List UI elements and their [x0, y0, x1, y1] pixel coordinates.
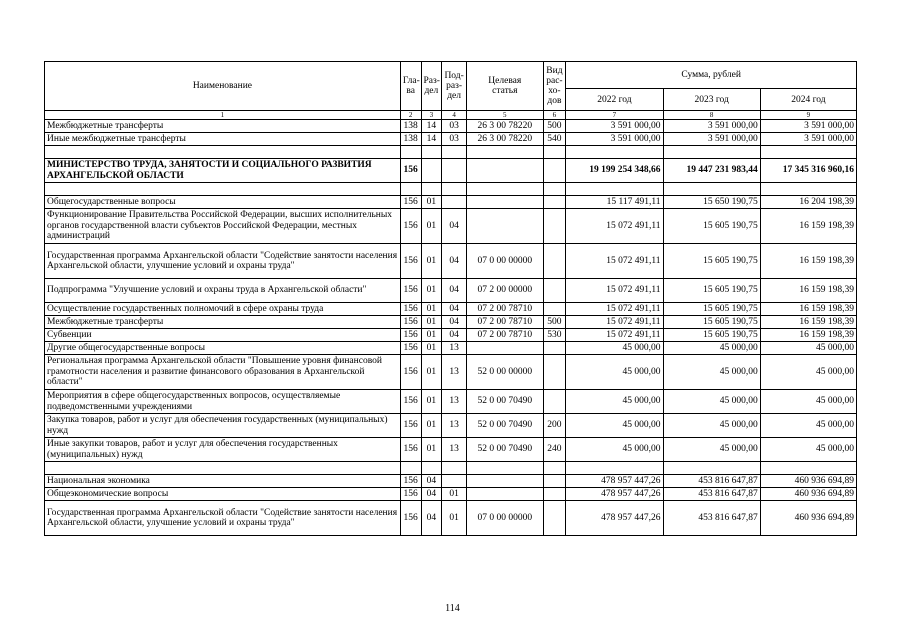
column-number-cell: 7 — [566, 111, 663, 120]
row-sum-2022: 3 591 000,00 — [566, 133, 663, 146]
row-sum-2023 — [663, 462, 760, 475]
row-expense-type — [543, 303, 566, 316]
row-sum-2024: 16 204 198,39 — [760, 196, 856, 209]
row-name: Закупка товаров, работ и услуг для обеспечения государственных (муниципальных) нужд — [45, 414, 401, 438]
row-glava: 156 — [400, 390, 421, 414]
row-sum-2023: 3 591 000,00 — [663, 120, 760, 133]
row-sum-2022 — [566, 146, 663, 159]
row-sum-2023: 3 591 000,00 — [663, 133, 760, 146]
row-podrazdel — [442, 146, 467, 159]
row-sum-2024: 16 159 198,39 — [760, 303, 856, 316]
row-expense-type — [543, 279, 566, 303]
row-sum-2022: 45 000,00 — [566, 342, 663, 355]
row-name: Функционирование Правительства Российской Федерации, высших исполнительных органов государственной власти субъектов Российской Федерации, местных администраций — [45, 209, 401, 244]
row-sum-2024 — [760, 462, 856, 475]
row-name: Государственная программа Архангельской области "Содействие занятости населения Архангельской области, улучшение условий и охраны труда" — [45, 501, 401, 536]
header-target: Целевая статья — [467, 62, 544, 111]
row-target-article: 07 0 00 00000 — [467, 244, 544, 279]
row-glava: 156 — [400, 438, 421, 462]
row-sum-2024: 45 000,00 — [760, 414, 856, 438]
column-number-cell: 3 — [421, 111, 442, 120]
row-expense-type — [543, 475, 566, 488]
row-target-article — [467, 475, 544, 488]
spacer-row — [45, 146, 857, 159]
row-glava — [400, 146, 421, 159]
header-vid: Вид рас- хо- дов — [543, 62, 566, 111]
row-sum-2023: 15 605 190,75 — [663, 279, 760, 303]
row-podrazdel: 04 — [442, 244, 467, 279]
row-razdel: 01 — [421, 355, 442, 390]
row-glava: 156 — [400, 159, 421, 183]
row-sum-2023: 15 650 190,75 — [663, 196, 760, 209]
row-expense-type: 240 — [543, 438, 566, 462]
row-expense-type — [543, 488, 566, 501]
row-target-article: 07 2 00 78710 — [467, 329, 544, 342]
row-sum-2023: 15 605 190,75 — [663, 209, 760, 244]
row-razdel: 01 — [421, 209, 442, 244]
row-podrazdel: 04 — [442, 303, 467, 316]
row-sum-2023 — [663, 183, 760, 196]
row-name: МИНИСТЕРСТВО ТРУДА, ЗАНЯТОСТИ И СОЦИАЛЬНОГО РАЗВИТИЯ АРХАНГЕЛЬСКОЙ ОБЛАСТИ — [45, 159, 401, 183]
header-year-2023: 2023 год — [663, 89, 760, 111]
row-glava: 156 — [400, 209, 421, 244]
row-name: Общегосударственные вопросы — [45, 196, 401, 209]
row-sum-2022 — [566, 462, 663, 475]
row-sum-2024: 45 000,00 — [760, 390, 856, 414]
row-name: Подпрограмма "Улучшение условий и охраны труда в Архангельской области" — [45, 279, 401, 303]
row-sum-2024: 17 345 316 960,16 — [760, 159, 856, 183]
row-sum-2022: 478 957 447,26 — [566, 488, 663, 501]
row-expense-type: 200 — [543, 414, 566, 438]
row-name: Другие общегосударственные вопросы — [45, 342, 401, 355]
table-row — [45, 501, 857, 536]
row-name: Мероприятия в сфере общегосударственных вопросов, осуществляемые подведомственными учреждениями — [45, 390, 401, 414]
row-target-article: 07 2 00 00000 — [467, 279, 544, 303]
header-podrazdel: Под- раз- дел — [442, 62, 467, 111]
table-row — [45, 438, 857, 462]
row-name: Межбюджетные трансферты — [45, 316, 401, 329]
row-sum-2022: 478 957 447,26 — [566, 475, 663, 488]
row-razdel: 01 — [421, 279, 442, 303]
row-name: Осуществление государственных полномочий в сфере охраны труда — [45, 303, 401, 316]
row-sum-2022: 15 072 491,11 — [566, 279, 663, 303]
row-sum-2024: 16 159 198,39 — [760, 244, 856, 279]
row-sum-2022: 45 000,00 — [566, 390, 663, 414]
row-expense-type — [543, 342, 566, 355]
row-sum-2022: 19 199 254 348,66 — [566, 159, 663, 183]
row-target-article: 26 3 00 78220 — [467, 133, 544, 146]
budget-table — [44, 61, 857, 536]
row-sum-2024: 45 000,00 — [760, 355, 856, 390]
row-razdel: 04 — [421, 475, 442, 488]
row-target-article: 52 0 00 70490 — [467, 414, 544, 438]
row-name: Государственная программа Архангельской области "Содействие занятости населения Архангельской области, улучшение условий и охраны труда" — [45, 244, 401, 279]
row-sum-2022 — [566, 183, 663, 196]
row-podrazdel: 04 — [442, 279, 467, 303]
row-razdel: 01 — [421, 342, 442, 355]
row-sum-2024: 45 000,00 — [760, 342, 856, 355]
row-expense-type — [543, 159, 566, 183]
row-sum-2024 — [760, 146, 856, 159]
row-sum-2022: 45 000,00 — [566, 414, 663, 438]
row-target-article — [467, 183, 544, 196]
row-sum-2022: 15 072 491,11 — [566, 303, 663, 316]
row-podrazdel: 04 — [442, 316, 467, 329]
table-row — [45, 475, 857, 488]
row-sum-2023: 45 000,00 — [663, 342, 760, 355]
table-row — [45, 196, 857, 209]
row-sum-2023: 453 816 647,87 — [663, 488, 760, 501]
column-number-cell: 8 — [663, 111, 760, 120]
table-row — [45, 329, 857, 342]
row-sum-2023: 453 816 647,87 — [663, 475, 760, 488]
row-sum-2023: 15 605 190,75 — [663, 244, 760, 279]
row-sum-2023: 45 000,00 — [663, 355, 760, 390]
row-sum-2024: 3 591 000,00 — [760, 120, 856, 133]
row-expense-type: 500 — [543, 316, 566, 329]
table-row — [45, 390, 857, 414]
table-row — [45, 159, 857, 183]
row-podrazdel — [442, 159, 467, 183]
header-year-2022: 2022 год — [566, 89, 663, 111]
header-sum: Сумма, рублей — [566, 62, 857, 89]
row-sum-2023: 45 000,00 — [663, 414, 760, 438]
row-podrazdel — [442, 475, 467, 488]
row-target-article — [467, 159, 544, 183]
header-glava: Гла- ва — [400, 62, 421, 111]
row-razdel — [421, 462, 442, 475]
row-expense-type — [543, 209, 566, 244]
row-target-article — [467, 196, 544, 209]
row-glava: 156 — [400, 501, 421, 536]
row-target-article — [467, 209, 544, 244]
row-podrazdel — [442, 462, 467, 475]
row-target-article: 07 0 00 00000 — [467, 501, 544, 536]
row-razdel: 01 — [421, 244, 442, 279]
row-razdel: 01 — [421, 303, 442, 316]
row-glava: 156 — [400, 196, 421, 209]
row-sum-2024: 16 159 198,39 — [760, 329, 856, 342]
row-podrazdel: 13 — [442, 355, 467, 390]
row-target-article: 52 0 00 70490 — [467, 438, 544, 462]
row-razdel: 01 — [421, 329, 442, 342]
row-sum-2022: 45 000,00 — [566, 438, 663, 462]
table-row — [45, 209, 857, 244]
row-sum-2023: 15 605 190,75 — [663, 303, 760, 316]
row-sum-2023: 15 605 190,75 — [663, 329, 760, 342]
row-podrazdel — [442, 183, 467, 196]
column-number-cell: 4 — [442, 111, 467, 120]
row-sum-2024: 16 159 198,39 — [760, 316, 856, 329]
row-target-article — [467, 146, 544, 159]
row-name: Общеэкономические вопросы — [45, 488, 401, 501]
row-sum-2023: 45 000,00 — [663, 390, 760, 414]
table-row — [45, 279, 857, 303]
row-glava — [400, 462, 421, 475]
row-glava: 156 — [400, 279, 421, 303]
row-razdel: 04 — [421, 488, 442, 501]
table-header — [45, 62, 857, 120]
row-glava: 156 — [400, 316, 421, 329]
row-sum-2022: 45 000,00 — [566, 355, 663, 390]
row-podrazdel: 01 — [442, 488, 467, 501]
row-sum-2023: 19 447 231 983,44 — [663, 159, 760, 183]
table-row — [45, 303, 857, 316]
row-razdel: 14 — [421, 133, 442, 146]
row-expense-type — [543, 196, 566, 209]
row-expense-type — [543, 462, 566, 475]
row-target-article: 52 0 00 70490 — [467, 390, 544, 414]
row-glava: 138 — [400, 120, 421, 133]
row-sum-2024: 3 591 000,00 — [760, 133, 856, 146]
row-target-article: 07 2 00 78710 — [467, 316, 544, 329]
row-sum-2023 — [663, 146, 760, 159]
table-row — [45, 316, 857, 329]
row-target-article — [467, 488, 544, 501]
row-sum-2022: 3 591 000,00 — [566, 120, 663, 133]
column-number-cell: 2 — [400, 111, 421, 120]
row-sum-2024: 16 159 198,39 — [760, 209, 856, 244]
row-glava: 156 — [400, 329, 421, 342]
row-sum-2024: 460 936 694,89 — [760, 475, 856, 488]
row-sum-2022: 15 072 491,11 — [566, 209, 663, 244]
row-name — [45, 146, 401, 159]
row-podrazdel: 13 — [442, 438, 467, 462]
row-expense-type — [543, 183, 566, 196]
row-sum-2023: 453 816 647,87 — [663, 501, 760, 536]
row-podrazdel: 13 — [442, 390, 467, 414]
row-glava: 156 — [400, 414, 421, 438]
page-number: 114 — [445, 603, 460, 614]
row-expense-type — [543, 390, 566, 414]
row-podrazdel: 03 — [442, 133, 467, 146]
row-glava: 156 — [400, 342, 421, 355]
row-sum-2022: 15 117 491,11 — [566, 196, 663, 209]
row-sum-2022: 478 957 447,26 — [566, 501, 663, 536]
row-glava: 138 — [400, 133, 421, 146]
column-number-cell: 9 — [760, 111, 856, 120]
row-name — [45, 462, 401, 475]
row-sum-2022: 15 072 491,11 — [566, 244, 663, 279]
row-name — [45, 183, 401, 196]
row-glava: 156 — [400, 488, 421, 501]
row-podrazdel — [442, 196, 467, 209]
row-target-article: 52 0 00 00000 — [467, 355, 544, 390]
row-podrazdel: 04 — [442, 329, 467, 342]
column-number-cell: 5 — [467, 111, 544, 120]
row-expense-type: 500 — [543, 120, 566, 133]
header-year-2024: 2024 год — [760, 89, 856, 111]
row-glava — [400, 183, 421, 196]
row-sum-2022: 15 072 491,11 — [566, 316, 663, 329]
spacer-row — [45, 462, 857, 475]
row-name: Иные закупки товаров, работ и услуг для обеспечения государственных (муниципальных) нужд — [45, 438, 401, 462]
table-body — [45, 120, 857, 536]
row-expense-type — [543, 244, 566, 279]
row-razdel: 01 — [421, 390, 442, 414]
row-glava: 156 — [400, 244, 421, 279]
row-name: Национальная экономика — [45, 475, 401, 488]
row-podrazdel: 13 — [442, 342, 467, 355]
row-name: Межбюджетные трансферты — [45, 120, 401, 133]
row-sum-2023: 45 000,00 — [663, 438, 760, 462]
table-row — [45, 355, 857, 390]
row-sum-2023: 15 605 190,75 — [663, 316, 760, 329]
row-sum-2024: 460 936 694,89 — [760, 488, 856, 501]
row-razdel: 14 — [421, 120, 442, 133]
row-sum-2024: 45 000,00 — [760, 438, 856, 462]
row-razdel — [421, 183, 442, 196]
row-expense-type: 540 — [543, 133, 566, 146]
table-row — [45, 342, 857, 355]
table-row — [45, 414, 857, 438]
table-row — [45, 244, 857, 279]
row-sum-2024 — [760, 183, 856, 196]
row-expense-type — [543, 146, 566, 159]
row-target-article — [467, 342, 544, 355]
column-number-cell: 1 — [45, 111, 401, 120]
header-name: Наименование — [45, 62, 401, 111]
row-sum-2024: 460 936 694,89 — [760, 501, 856, 536]
column-number-row — [45, 111, 857, 120]
row-target-article: 26 3 00 78220 — [467, 120, 544, 133]
row-glava: 156 — [400, 303, 421, 316]
column-number-cell: 6 — [543, 111, 566, 120]
row-glava: 156 — [400, 475, 421, 488]
row-name: Региональная программа Архангельской области "Повышение уровня финансовой грамотности населения и развитие финансового образования в Архангельской области" — [45, 355, 401, 390]
spacer-row — [45, 183, 857, 196]
table-row — [45, 133, 857, 146]
row-podrazdel: 04 — [442, 209, 467, 244]
row-razdel — [421, 159, 442, 183]
row-razdel: 01 — [421, 316, 442, 329]
table-row — [45, 488, 857, 501]
row-podrazdel: 01 — [442, 501, 467, 536]
row-razdel: 04 — [421, 501, 442, 536]
row-expense-type — [543, 355, 566, 390]
row-name: Иные межбюджетные трансферты — [45, 133, 401, 146]
table-row — [45, 120, 857, 133]
row-razdel: 01 — [421, 438, 442, 462]
row-razdel: 01 — [421, 414, 442, 438]
row-podrazdel: 13 — [442, 414, 467, 438]
row-sum-2022: 15 072 491,11 — [566, 329, 663, 342]
row-razdel — [421, 146, 442, 159]
row-target-article — [467, 462, 544, 475]
row-expense-type: 530 — [543, 329, 566, 342]
row-target-article: 07 2 00 78710 — [467, 303, 544, 316]
header-razdel: Раз- дел — [421, 62, 442, 111]
row-glava: 156 — [400, 355, 421, 390]
row-podrazdel: 03 — [442, 120, 467, 133]
row-name: Субвенции — [45, 329, 401, 342]
row-sum-2024: 16 159 198,39 — [760, 279, 856, 303]
row-expense-type — [543, 501, 566, 536]
row-razdel: 01 — [421, 196, 442, 209]
